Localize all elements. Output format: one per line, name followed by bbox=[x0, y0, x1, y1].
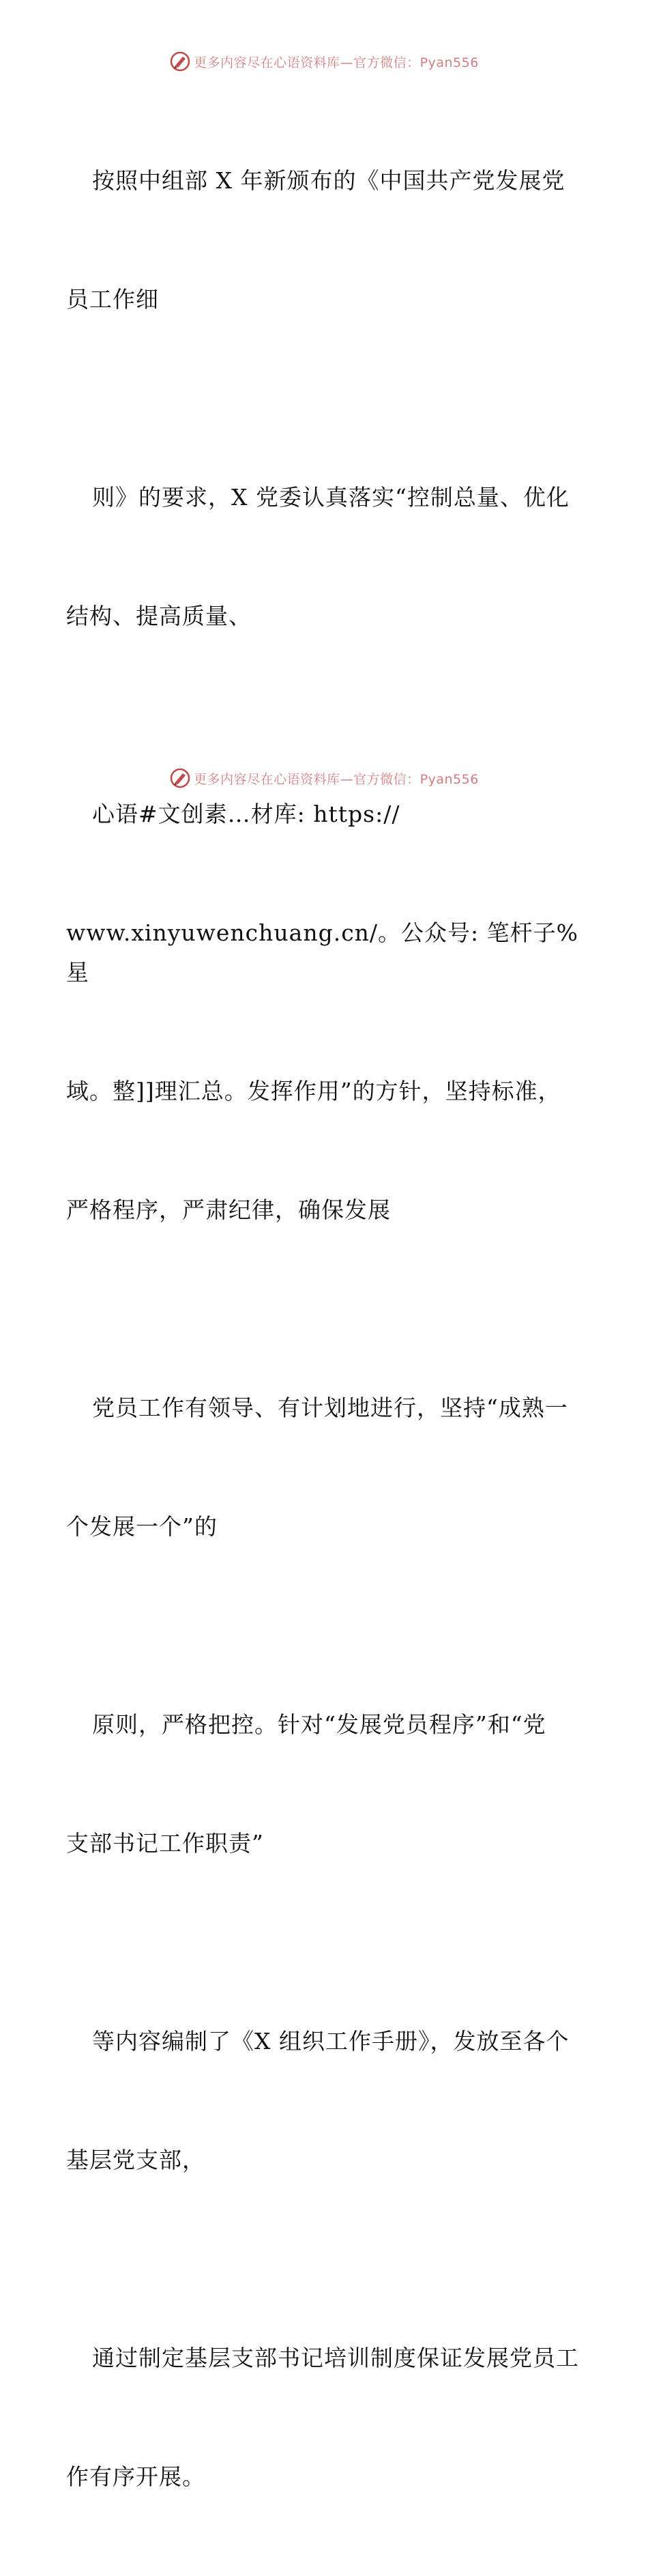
paragraph-line: 域。整]]理汇总。发挥作用”的方针，坚持标准， bbox=[66, 1078, 561, 1104]
paragraph-line: www.xinyuwenchuang.cn/。公众号: 笔杆子%星 bbox=[66, 919, 579, 986]
paragraph-line: 党员工作有领导、有计划地进行，坚持“成熟一 bbox=[92, 1394, 568, 1421]
paragraph-line: 原则，严格把控。针对“发展党员程序”和“党 bbox=[92, 1711, 546, 1738]
paragraph-7 bbox=[66, 2259, 585, 2576]
paragraph-line: 员工作细 bbox=[66, 286, 159, 313]
pen-circle-logo-icon bbox=[169, 767, 191, 789]
header-watermark bbox=[0, 48, 648, 75]
paragraph-line: 个发展一个”的 bbox=[66, 1513, 218, 1540]
paragraph-line: 等内容编制了《X 组织工作手册》，发放至各个 bbox=[92, 2028, 570, 2055]
header-watermark-text: 更多内容尽在心语资料库—官方微信：Pyan556 bbox=[194, 55, 479, 70]
paragraph-line: 通过制定基层支部书记培训制度保证发展党员工 bbox=[92, 2345, 579, 2371]
paragraph-line: 心语#文创素…材库: https:// bbox=[92, 801, 400, 827]
paragraph-line: 基层党支部， bbox=[66, 2147, 205, 2173]
footer-watermark-text: 更多内容尽在心语资料库—官方微信：Pyan556 bbox=[194, 771, 479, 787]
paragraph-line: 支部书记工作职责” bbox=[66, 1830, 264, 1857]
paragraph-line: 则》的要求，X 党委认真落实“控制总量、优化 bbox=[92, 484, 570, 511]
paragraph-line: 严格程序，严肃纪律，确保发展 bbox=[66, 1197, 391, 1223]
pen-circle-logo-icon bbox=[169, 51, 191, 72]
paragraph-line: 按照中组部 X 年新颁布的《中国共产党发展党 bbox=[92, 167, 565, 194]
paragraph-line: 结构、提高质量、 bbox=[66, 603, 252, 629]
paragraph-line: 作有序开展。 bbox=[66, 2463, 205, 2490]
paragraph-5 bbox=[66, 1626, 585, 1943]
paragraph-3 bbox=[66, 715, 585, 1309]
document-body bbox=[66, 82, 585, 2576]
paragraph-4 bbox=[66, 1309, 585, 1626]
paragraph-6 bbox=[66, 1943, 585, 2259]
footer-watermark bbox=[0, 764, 648, 792]
paragraph-2 bbox=[66, 399, 585, 715]
paragraph-1 bbox=[66, 82, 585, 399]
